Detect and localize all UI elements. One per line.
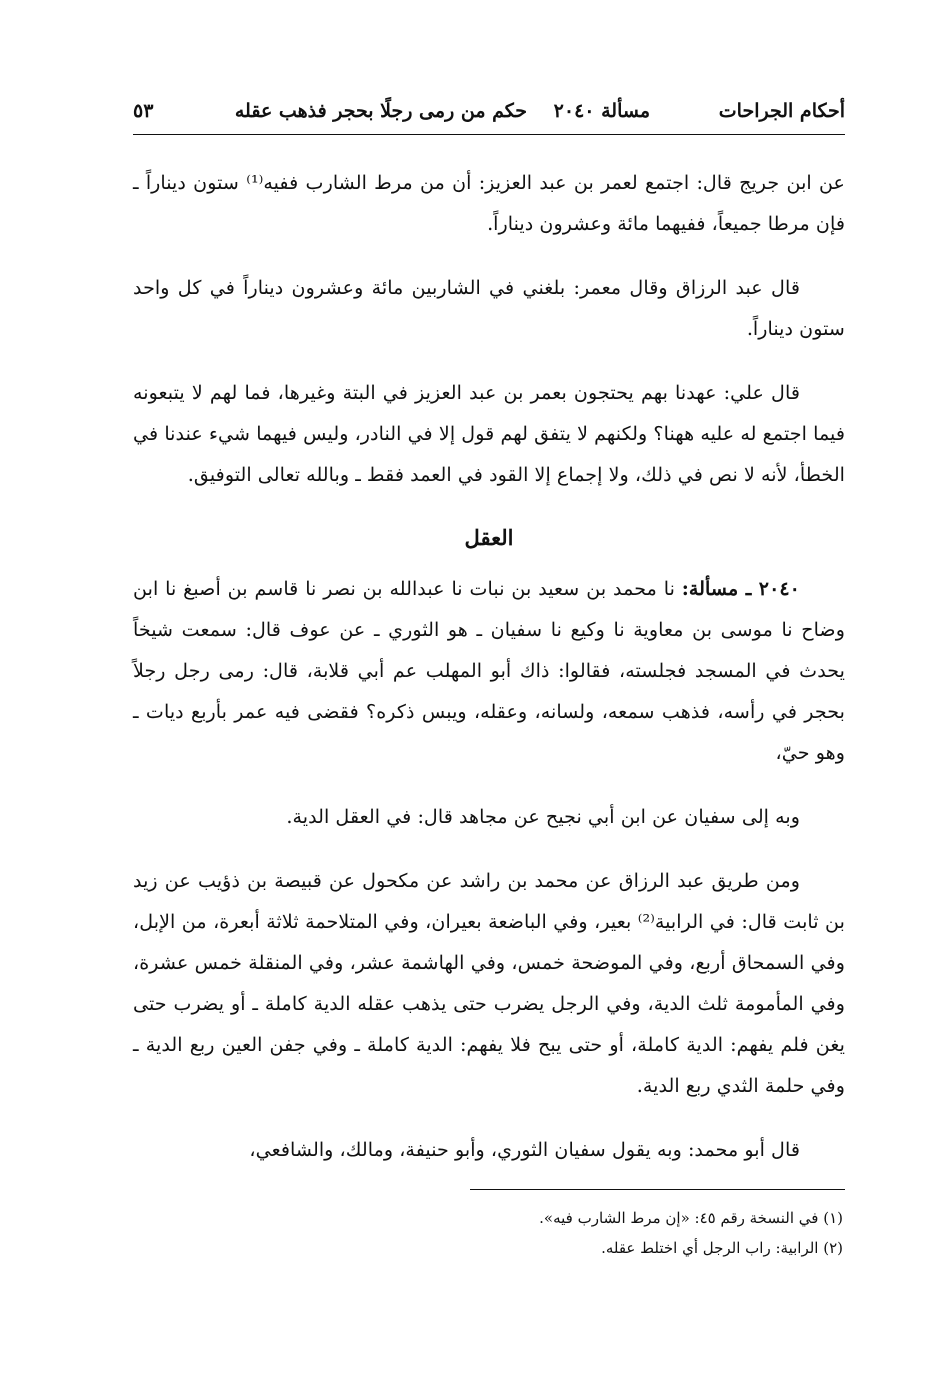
paragraph-4-text: نا محمد بن سعيد بن نبات نا عبدالله بن نصر نا قاسم بن أصبغ نا ابن وضاح نا موسى بن معاوية نا وكيع نا سفيان ـ هو الثوري ـ عن عوف قال: سمعت شيخاً يحدث في المسجد فجلسته، فقالوا: ذاك أبو المهلب عم أبي قلابة، قال: رمى رجل رجلاً بحجر في رأسه، فذهب سمعه، ولسانه، وعقله، ويبس ذكره؟ فقضى فيه عمر بأربع ديات ـ وهو حيّ،: [133, 577, 845, 764]
paragraph-6: ومن طريق عبد الرزاق عن محمد بن راشد عن مكحول عن قبيصة بن ذؤيب عن زيد بن ثابت قال: في الرابية⁽²⁾ بعير، وفي الباضعة بعيران، وفي المتلاحمة ثلاثة أبعرة، من الإبل، وفي السمحاق أربع، وفي الموضحة خمس، وفي الهاشمة عشر، وفي المنقلة خمس عشرة، وفي المأمومة ثلث الدية، وفي الرجل يضرب حتى يذهب عقله الدية كاملة ـ أو يضرب حتى يغن فلم يفهم: الدية كاملة، أو حتى يبح فلا يفهم: الدية كاملة ـ وفي جفن العين ربع الدية ـ وفي حلمة الثدي ربع الدية.: [133, 869, 845, 1097]
paragraph-7: قال أبو محمد: وبه يقول سفيان الثوري، وأبو حنيفة، ومالك، والشافعي،: [249, 1138, 800, 1161]
main-text: [133, 162, 845, 1193]
footnote-1: (١) في النسخة رقم ٤٥: «إن مرط الشارب فيه».: [539, 1209, 843, 1227]
issue-title: حكم من رمى رجلًا بحجر فذهب عقله: [234, 100, 527, 122]
page-number: ٥٣: [133, 100, 154, 122]
issue-label: ٢٠٤٠ ـ مسألة:: [681, 577, 800, 600]
paragraph-5: وبه إلى سفيان عن ابن أبي نجيح عن مجاهد قال: في العقل الدية.: [286, 805, 800, 828]
book-title: أحكام الجراحات: [718, 100, 845, 122]
header-divider: [133, 134, 845, 135]
running-header: [133, 100, 845, 136]
paragraph-1: عن ابن جريج قال: اجتمع لعمر بن عبد العزيز: أن من مرط الشارب ففيه⁽¹⁾ ستون ديناراً ـ فإن مرطا جميعاً، ففيهما مائة وعشرون ديناراً.: [133, 171, 845, 235]
footnotes: [133, 1203, 843, 1263]
paragraph-3: قال علي: عهدنا بهم يحتجون بعمر بن عبد العزيز في البتة وغيرها، فما لهم لا يتبعونه فيما اجتمع له عليه ههنا؟ ولكنهم لا يتفق لهم قول إلا في النادر، وليس فيهما شيء عندنا في الخطأ، لأنه لا نص في ذلك، ولا إجماع إلا القود في العمد فقط ـ وبالله تعالى التوفيق.: [133, 381, 845, 486]
paragraph-2: قال عبد الرزاق وقال معمر: بلغني في الشاربين مائة وعشرون ديناراً في كل واحد ستون ديناراً.: [133, 276, 845, 340]
paragraph-4: [133, 568, 845, 773]
footnote-2: (٢) الرابية: راب الرجل أي اختلط عقله.: [601, 1239, 843, 1257]
issue-number: مسألة ٢٠٤٠: [553, 100, 650, 122]
section-heading: العقل: [464, 525, 514, 550]
footnote-divider: [470, 1189, 845, 1190]
